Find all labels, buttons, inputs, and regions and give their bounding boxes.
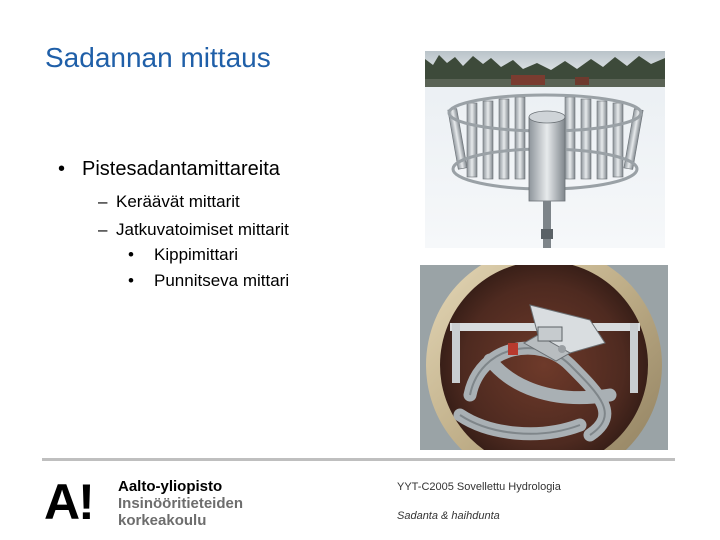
dash-marker: – — [98, 220, 108, 239]
bullet-item — [58, 158, 289, 186]
course-code: YYT-C2005 Sovellettu Hydrologia — [397, 481, 561, 493]
rain-gauge-photo — [425, 51, 665, 248]
sub-sub-bullet-item — [128, 271, 289, 297]
bullet-marker: • — [58, 158, 66, 180]
sub-bullet-text: Keräävät mittarit — [116, 192, 240, 211]
aalto-logo — [40, 475, 260, 530]
slide-title: Sadannan mittaus — [45, 42, 271, 73]
sub-bullet-text: Jatkuvatoimiset mittarit — [116, 220, 289, 239]
sub-bullet-item — [98, 220, 289, 245]
logo-line-school-2: korkeakoulu — [118, 512, 207, 529]
bullet-text-main: Pistesadantamittareita — [82, 158, 280, 180]
sub-sub-bullet-text: Punnitseva mittari — [154, 271, 290, 290]
lecture-subtitle: Sadanta & haihdunta — [397, 510, 500, 522]
bullet-marker: • — [128, 271, 134, 290]
logo-mark: A! — [44, 474, 93, 530]
sub-sub-bullet-item — [128, 245, 289, 271]
dash-marker: – — [98, 192, 108, 211]
bullet-list — [58, 158, 289, 297]
bullet-marker: • — [128, 245, 134, 264]
footer-divider — [42, 458, 675, 461]
sub-sub-bullet-text: Kippimittari — [154, 245, 239, 264]
tipping-bucket-photo — [420, 265, 668, 450]
sub-bullet-item — [98, 192, 289, 217]
logo-text — [118, 478, 243, 529]
logo-line-school: Insinööritieteiden — [118, 495, 244, 512]
logo-line-university: Aalto-yliopisto — [118, 478, 223, 495]
